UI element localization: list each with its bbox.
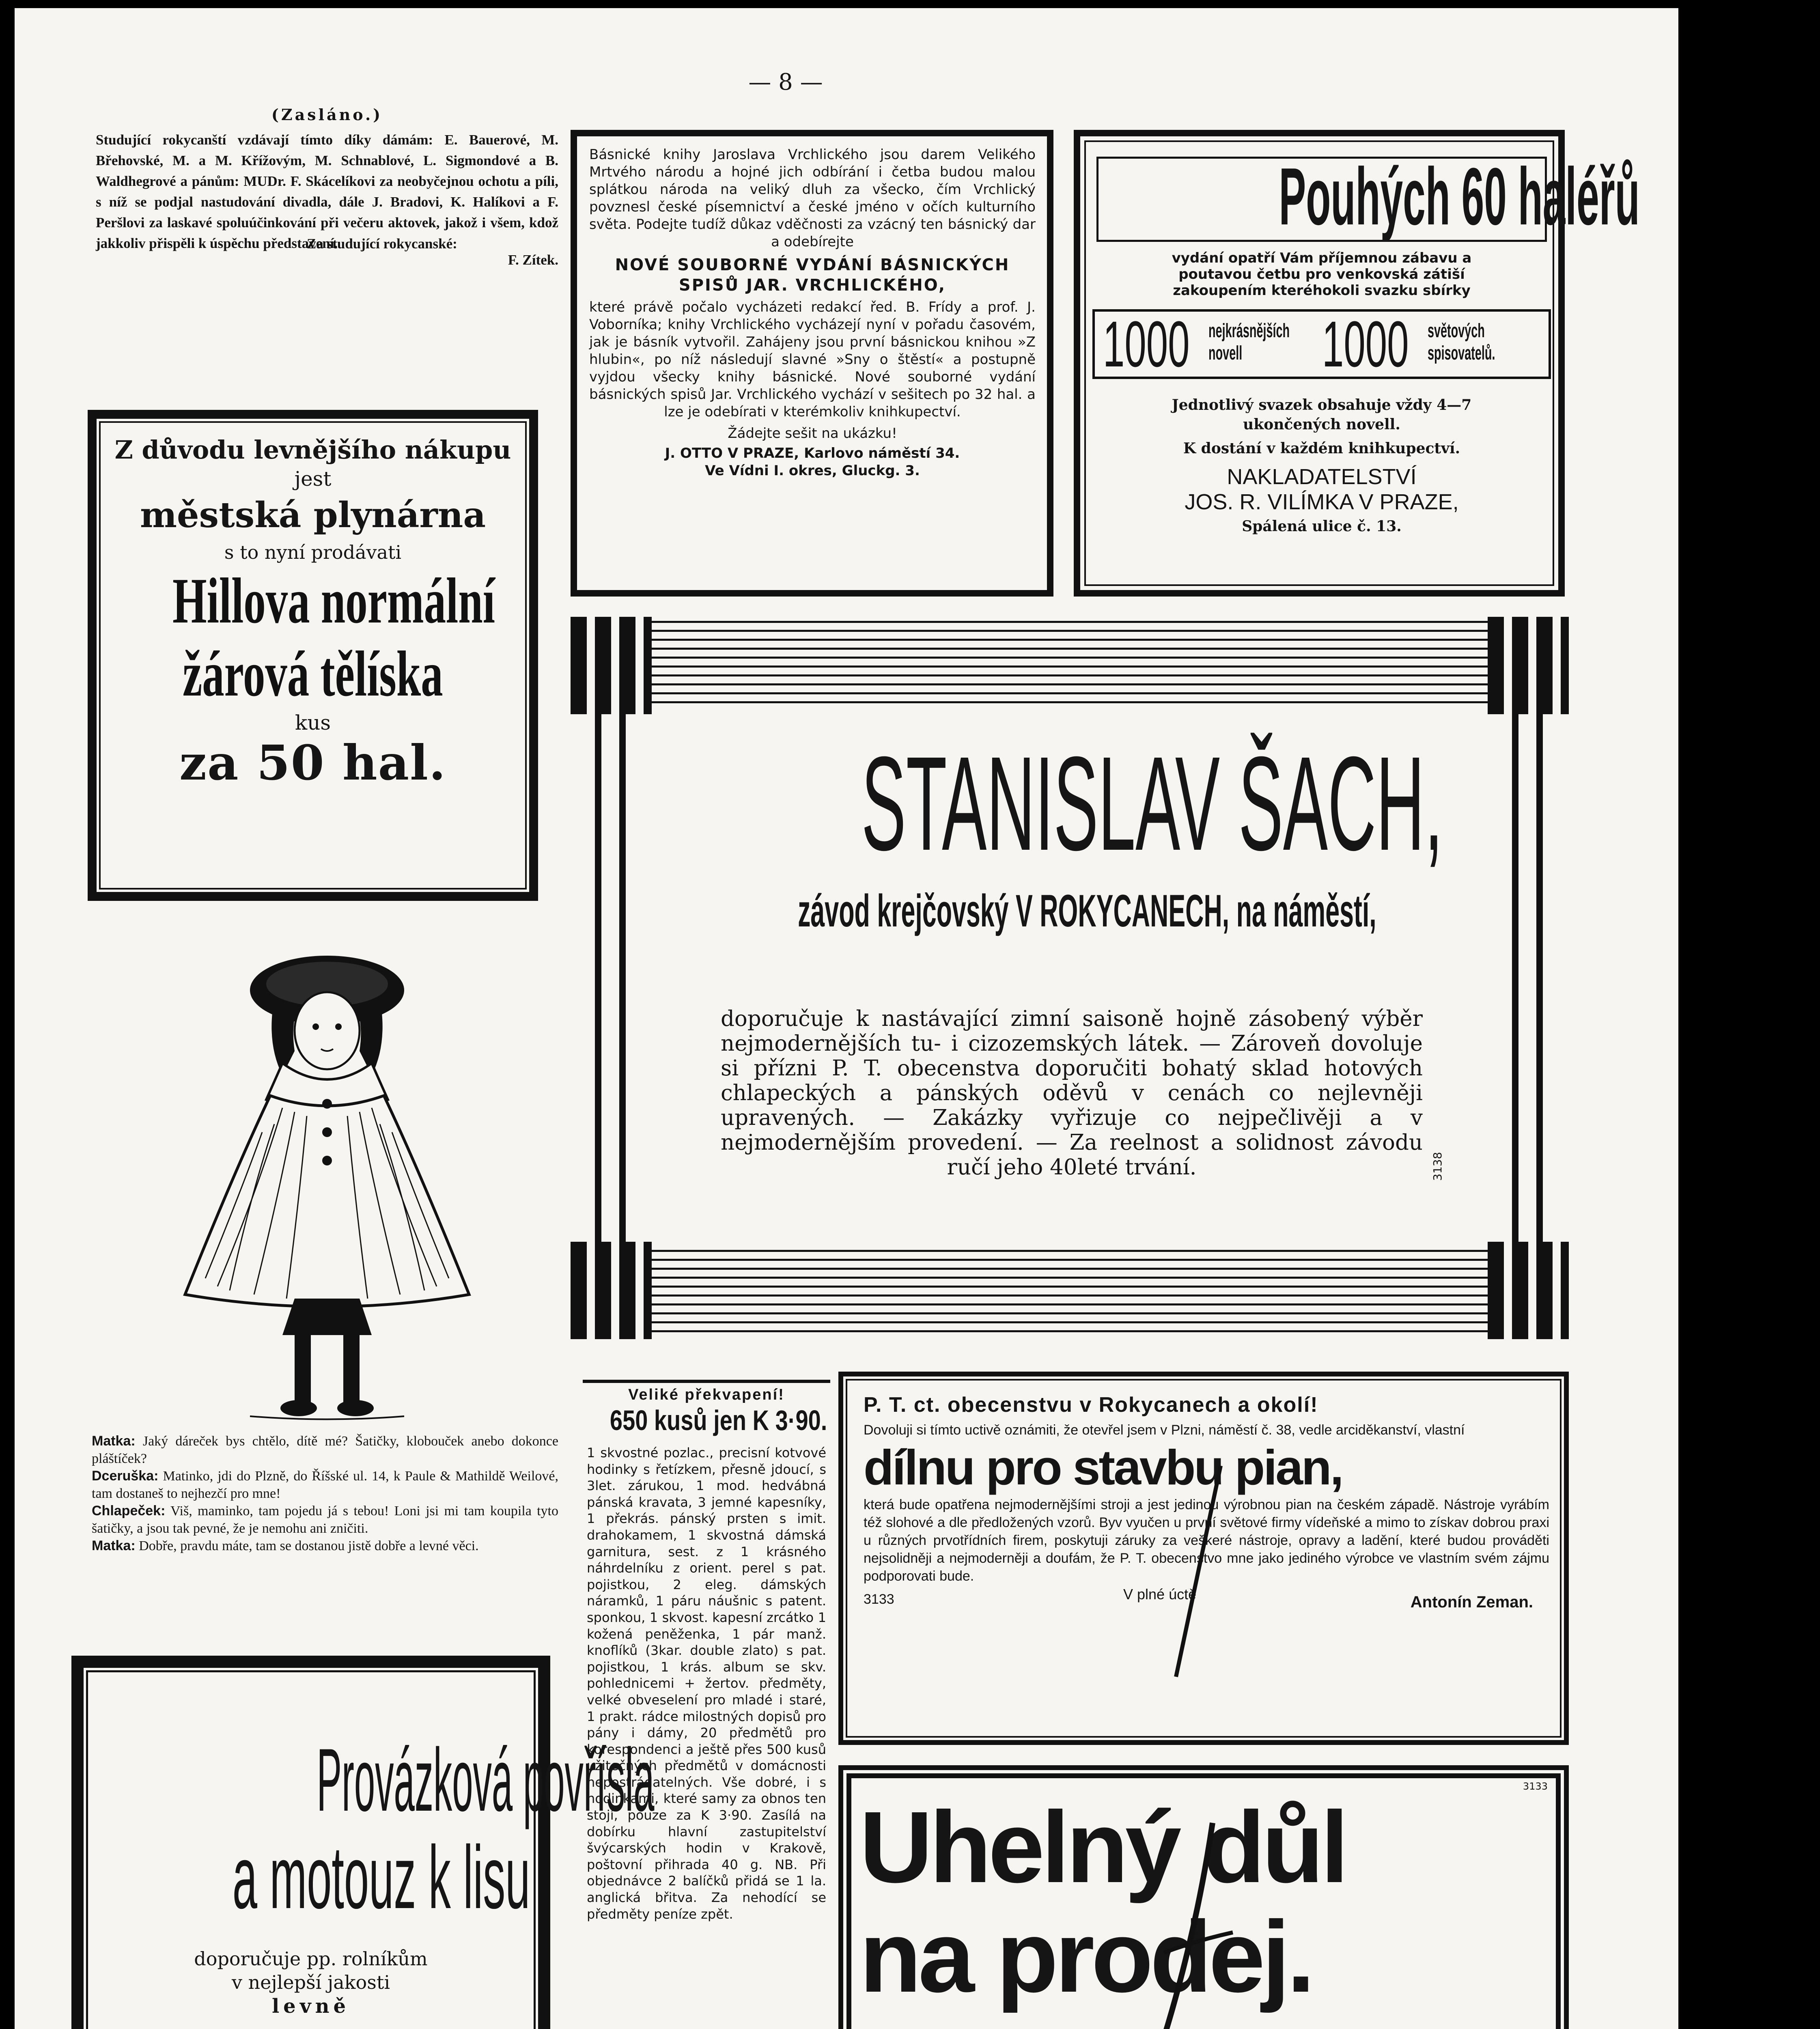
vrchlicky-request: Žádejte sešit na ukázku! <box>728 425 897 442</box>
zeman-name: Antonín Zeman. <box>1410 1593 1533 1611</box>
zeman-number: 3133 <box>864 1592 894 1607</box>
plynarna-ad <box>88 410 538 901</box>
vilimek-address: Spálená ulice č. 13. <box>1242 518 1402 535</box>
vrchlicky-publisher2: Ve Vídni I. okres, Gluckg. 3. <box>705 463 920 479</box>
dialogue-speaker: Chlapeček: <box>92 1503 166 1519</box>
zaslano-heading: (Zasláno.) <box>271 106 383 124</box>
sach-corner-bl <box>571 1242 652 1339</box>
sach-name-wrap <box>571 730 1569 877</box>
vilimek-publisher2: JOS. R. VILÍMKA V PRAZE, <box>1185 490 1459 514</box>
sach-stripes-top <box>652 621 1488 706</box>
zeman-headline: dílnu pro stavbu pian, <box>864 1440 1342 1495</box>
vilimek-ad <box>1074 130 1640 597</box>
plynarna-line2: jest <box>294 467 332 491</box>
zaslano-signature-line: Za studující rokycanské: <box>307 236 457 252</box>
provazkova-body2: v nejlepší jakosti <box>231 1971 390 1993</box>
uhelny-line1: Uhelný důl <box>859 1790 1346 1904</box>
provazkova-ad <box>71 1656 655 2029</box>
zeman-heading: P. T. ct. obecenstvu v Rokycanech a okolí! <box>864 1393 1318 1417</box>
zaslano-body: Studující rokycanští vzdávají tímto díky dámám: E. Bauerové, M. Břehovské, M. a M. Křížovým, M. Schnablové, L. Sigmondové a B. Waldhegrové a pánům: MUDr. F. Skácelíkovi za neobyčejnou ochotu a píli, s níž se podjal nastudování divadla, dále J. Bradovi, K. Halíkovi a F. Peršlovi za laskavé spoluúčinkování při večeru aktovek, jakož i všem, kdož jakkoliv přispěli k úspěchu představení. <box>96 132 558 251</box>
provazkova-text <box>84 1729 655 2029</box>
uhelny-line2: na prodej. <box>859 1900 1312 2013</box>
vilimek-left-label <box>1208 320 1314 364</box>
vilimek-body: vydání opatří Vám příjemnou zábavu a poutavou četbu pro venkovská zátiší zakoupením kteréhokoli svazku sbírky <box>1172 250 1472 299</box>
page-number: — 8 — <box>748 69 823 95</box>
vilimek-headline-box <box>1096 151 1640 242</box>
zeman-closing: V plné úctě <box>1123 1586 1197 1603</box>
zaslano-notice <box>96 106 558 398</box>
dialogue-line-1 <box>92 1432 558 1467</box>
dialogue-line-4 <box>92 1537 558 1555</box>
vilimek-svazek: Jednotlivý svazek obsahuje vždy 4—7 ukončených novell. <box>1172 396 1472 433</box>
dialogue-line-2 <box>92 1467 558 1502</box>
provazkova-body1: doporučuje pp. rolníkům <box>194 1948 428 1970</box>
vrchlicky-body1: Básnické knihy Jaroslava Vrchlického jsou darem Velikého Mrtvého národu a hojné jich odbírání i četba budou malou splátkou národa na veliký dluh za všecko, čím Vrchlický povznesl české písemnictví a české jméno v očích kulturního světa. Podejte tudíž důkaz vděčnosti za vzácný ten básnický dar a odebírejte <box>589 146 1036 250</box>
provazkova-line1: Provázková povřísla <box>317 1730 655 1830</box>
prekvapeni-title: Veliké překvapení! <box>628 1386 785 1403</box>
plynarna-line1: Z důvodu levnějšího nákupu <box>114 435 511 465</box>
dialogue-line-3 <box>92 1502 558 1537</box>
sach-subtitle-wrap <box>571 885 1569 941</box>
sach-body: doporučuje k nastávající zimní saisoně hojně zásobený výběr nejmodernějších tu- i cizozemských látek. — Zároveň dovoluje si přízni P. T. obecenstva doporučiti bohatý sklad hotových chlapeckých a pánských oděvů v cenách co nejlevněji upravených. — Zakázky vyřizuje co nejpečlivěji a v nejmodernějším provedení. — Za reelnost a solidnost závodu ručí jeho 40leté trvání. <box>721 1006 1423 1180</box>
sach-ad <box>571 617 1569 1339</box>
vilimek-left-top: nejkrásnějších <box>1208 320 1290 342</box>
dialogue-speaker: Matka: <box>92 1433 136 1449</box>
dialogue-text: Matinko, jdi do Plzně, do Říšské ul. 14, k Paule & Mathildě Weilové, tam dostaneš to nejhezčí pro mne! <box>92 1469 558 1501</box>
vrchlicky-ad <box>571 130 1053 597</box>
dialogue-speaker: Dceruška: <box>92 1468 159 1484</box>
sach-corner-br <box>1488 1242 1569 1339</box>
provazkova-body3: levně <box>271 1995 350 2018</box>
dialogue-speaker: Matka: <box>92 1538 136 1553</box>
plynarna-line7: kus <box>295 711 331 734</box>
vilimek-right-top: světových <box>1428 320 1485 342</box>
vrchlicky-publisher1: J. OTTO V PRAZE, Karlovo náměstí 34. <box>665 445 960 461</box>
girl-illustration-svg <box>161 929 493 1428</box>
prekvapeni-top-rule <box>583 1380 830 1383</box>
vilimek-text <box>1092 151 1640 535</box>
vilimek-series-banner <box>1092 309 1551 379</box>
dialogue-text: Dobře, pravdu máte, tam se dostanou jistě dobře a levné věci. <box>135 1538 479 1553</box>
vilimek-headline: Pouhých 60 haléřů <box>1279 151 1640 242</box>
vilimek-right-label <box>1428 320 1533 364</box>
girl-in-cape-illustration <box>161 929 493 1428</box>
prekvapeni-price-wrap <box>583 1404 830 1437</box>
plynarna-line4: s to nyní prodávati <box>224 541 402 563</box>
zeman-intro: Dovoluji si tímto uctivě oznámiti, že otevřel jsem v Plzni, náměstí č. 38, vedle arciděkanství, vlastní <box>864 1422 1465 1438</box>
zeman-pen-stroke <box>1160 1458 1241 1685</box>
vilimek-k-dostani: K dostání v každém knihkupectví. <box>1183 440 1460 457</box>
sach-corner-tr <box>1488 617 1569 714</box>
sach-number: 3138 <box>1431 1152 1444 1181</box>
plynarna-line3: městská plynárna <box>140 495 486 536</box>
vilimek-right-bottom: spisovatelů. <box>1428 342 1495 364</box>
dialogue-text: Jaký dáreček bys chtělo, dítě mé? Šatičky, klobouček anebo dokonce pláštíček? <box>92 1434 558 1466</box>
vrchlicky-text <box>589 146 1036 480</box>
sach-subtitle: závod krejčovský V ROKYCANECH, na náměstí, <box>798 885 1376 936</box>
prekvapeni-ad <box>583 1380 830 2029</box>
prekvapeni-price: 650 kusů jen K 3·90. <box>610 1404 827 1436</box>
zaslano-signature-name: F. Zítek. <box>508 252 558 268</box>
vilimek-left-num: 1000 <box>1103 308 1190 380</box>
weil-dialogue <box>92 1432 558 1660</box>
uhelny-ad <box>838 1765 1569 2029</box>
plynarna-line8: za 50 hal. <box>179 734 446 791</box>
vrchlicky-headline: NOVÉ SOUBORNÉ VYDÁNÍ BÁSNICKÝCH SPISŮ JAR. VRCHLICKÉHO, <box>615 256 1010 295</box>
vilimek-right-num: 1000 <box>1322 308 1409 380</box>
sach-corner-tl <box>571 617 652 714</box>
zeman-body: která bude opatřena nejmodernějšími stroji a jest jedinou výrobnou pian na českém západě. Nástroje vyrábím též slohové a dle předložených vzorů. Byv vyučen u první světové firmy vídeňské a mimo to získav dobrou praxi u různých prvotřídních firem, poskytuji záruky za veškeré nástroje, opravy a ladění, které budou prováděti nejsolidněji a nejmoderněji a doufám, že P. T. obecenstvo mne jako jediného výrobce ve vlastním svém zájmu podporovati bude. <box>864 1497 1549 1584</box>
uhelny-pen-stroke <box>1139 1819 1253 2029</box>
sach-stripes-bottom <box>652 1250 1488 1335</box>
vrchlicky-body2: které právě počalo vycházeti redakcí řed. B. Frídy a prof. J. Voborníka; knihy Vrchlického vycházejí nyní v pořadu časovém, jak je básník vytvořil. Zahájeny jsou první básnickou knihou »Z hlubin«, po níž následují slavné »Sny o štěstí« a postupně vyjdou všecky knihy básnické. Nové souborné vydání básnických spisů Jar. Vrchlického vychází v sešitech po 32 hal. a lze je odebírati v kterémkoliv knihkupectví. <box>589 299 1036 420</box>
newspaper-page <box>15 8 1678 2029</box>
vilimek-publisher1: NAKLADATELSTVÍ <box>1227 465 1417 489</box>
dialogue-text: Viš, maminko, tam pojedu já s tebou! Loni jsi mi tam koupila tyto šatičky, a jsou tak pevné, že je nemohu ani zničiti. <box>92 1503 558 1536</box>
zeman-ad <box>838 1372 1569 1745</box>
plynarna-line6: žárová tělíska <box>183 638 443 710</box>
plynarna-text <box>97 435 529 791</box>
prekvapeni-body: 1 skvostné pozlac., precisní kotvové hodinky s řetízkem, přesně jdoucí, s 3let. zárukou, 1 mod. hedvábná pánská kravata, 3 jemné kapesníky, 1 překrás. pánský prsten s imit. drahokamem, 1 skvostná dámská garnitura, sest. z 1 krásného náhrdelníku z orient. perel s pat. pojistkou, 2 eleg. dámských náramků, 1 páru náušnic s patent. sponkou, 1 skvost. kapesní zrcátko 1 kožená peněženka, 1 pár manž. knoflíků (3kar. double zlato) s pat. pojistkou, 1 krás. album se skv. pohlednicemi + žertov. předměty, velké obveselení pro mladé i staré, 1 prakt. rádce milostných dopisů pro pány i dámy, 20 předmětů pro korespondenci a ještě přes 500 kusů užitečných předmětů v domácnosti nepostrádatelných. Vše dobré, i s hodinkami, které samy za obnos ten stojí, pouze za K 3·90. Zasílá na dobírku hlavní zastupitelství švýcarských hodin v Krakově, poštovní přihrada 40 g. NB. Při objednávce 2 balíčků přidá se 1 la. anglická břitva. Za nehodící se předměty peníze zpět. <box>587 1445 826 1922</box>
sach-name: STANISLAV ŠACH, <box>861 728 1443 878</box>
vilimek-left-bottom: novell <box>1208 342 1243 364</box>
uhelny-number: 3133 <box>1523 1781 1548 1792</box>
provazkova-line2: a motouz k lisu <box>232 1827 530 1927</box>
plynarna-line5: Hillova normální <box>172 564 495 637</box>
